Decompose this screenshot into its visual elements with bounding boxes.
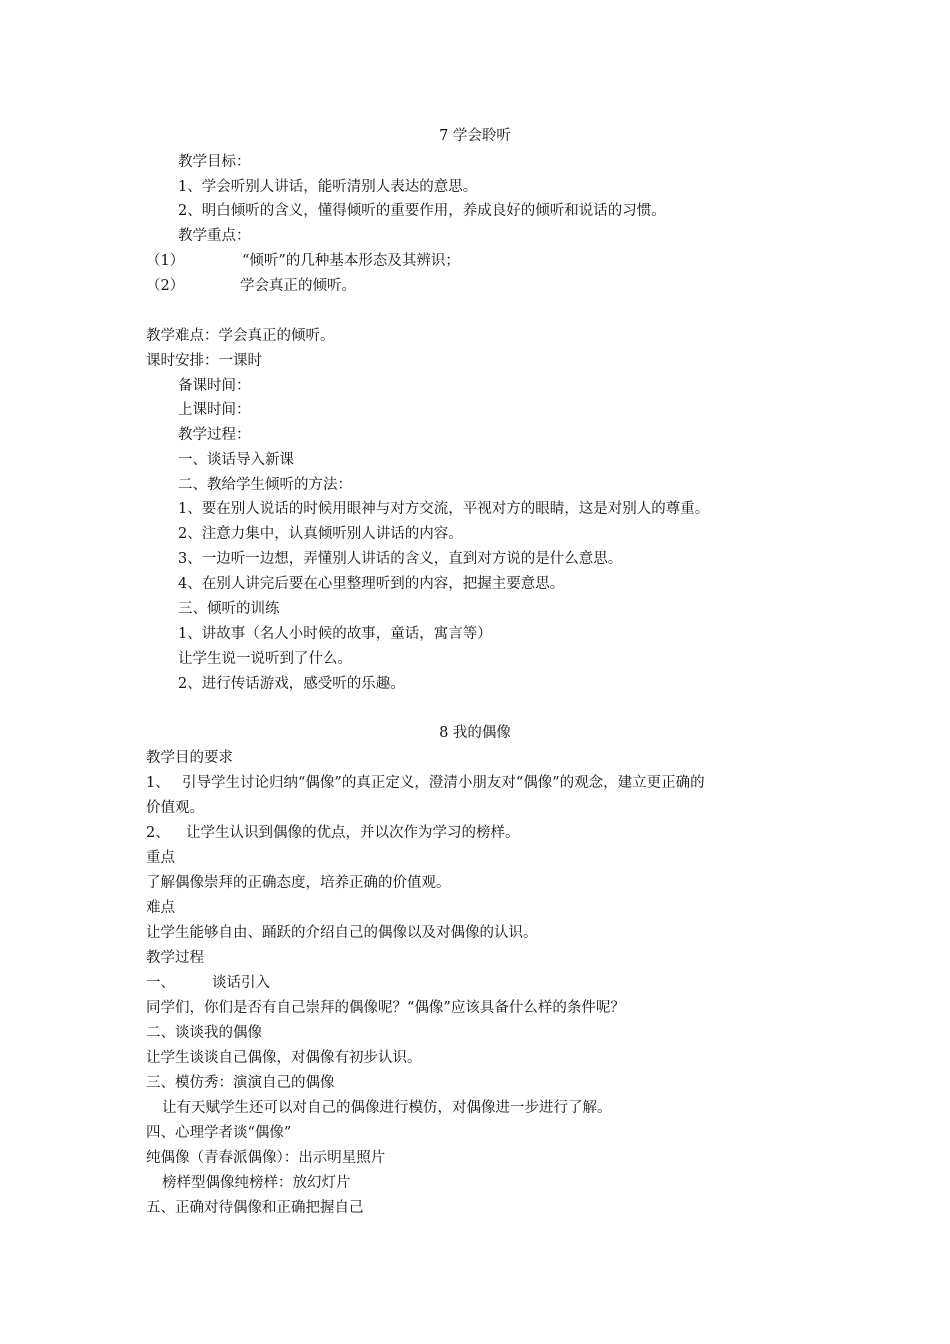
requirement-1-text: 引导学生讨论归纳“偶像”的真正定义，澄清小朋友对“偶像”的观念，建立更正确的 — [182, 775, 705, 791]
lesson7-class-time: 上课时间： — [178, 402, 251, 418]
lesson8-step-2-body: 让学生谈谈自己偶像，对偶像有初步认识。 — [146, 1050, 422, 1066]
lesson8-step-4-a: 纯偶像（青春派偶像）：出示明星照片 — [146, 1150, 386, 1166]
lesson8-requirement-1 — [146, 773, 826, 793]
key-2-number: （2） — [146, 278, 185, 294]
key-1-text: “倾听”的几种基本形态及其辨识； — [242, 253, 460, 269]
lesson7-goals-label: 教学目标： — [178, 154, 251, 170]
lesson8-step-4-b: 榜样型偶像纯榜样：放幻灯片 — [162, 1175, 351, 1191]
lesson8-difficulty-text: 让学生能够自由、踊跃的介绍自己的偶像以及对偶像的认识。 — [146, 925, 538, 941]
lesson7-prep-time: 备课时间： — [178, 378, 251, 394]
lesson8-process-label: 教学过程 — [146, 950, 204, 966]
lesson7-goal-2: 2、明白倾听的含义，懂得倾听的重要作用，养成良好的倾听和说话的习惯。 — [178, 203, 666, 219]
lesson8-step-2: 二、谈谈我的偶像 — [146, 1025, 262, 1041]
lesson8-difficulty-label: 难点 — [146, 900, 175, 916]
lesson8-step-5: 五、正确对待偶像和正确把握自己 — [146, 1200, 364, 1216]
lesson7-method-1: 1、要在别人说话的时候用眼神与对方交流，平视对方的眼睛，这是对别人的尊重。 — [178, 501, 710, 517]
lesson8-step-1 — [146, 973, 546, 993]
lesson7-key-label: 教学重点： — [178, 228, 251, 244]
requirement-2-text: 让学生认识到偶像的优点，并以次作为学习的榜样。 — [186, 825, 520, 841]
lesson8-step-1-body: 同学们，你们是否有自己崇拜的偶像呢？“偶像”应该具备什么样的条件呢？ — [146, 1000, 625, 1016]
key-1-number: （1） — [146, 253, 185, 269]
lesson8-step-3: 三、模仿秀：演演自己的偶像 — [146, 1075, 335, 1091]
lesson8-requirement-2 — [146, 823, 826, 843]
lesson8-key-label: 重点 — [146, 850, 175, 866]
lesson7-difficulty: 教学难点：学会真正的倾听。 — [146, 328, 335, 344]
lesson7-training-2: 2、进行传话游戏，感受听的乐趣。 — [178, 676, 405, 692]
lesson8-step-3-body: 让有天赋学生还可以对自己的偶像进行模仿，对偶像进一步进行了解。 — [162, 1100, 612, 1116]
requirement-2-number: 2、 — [146, 825, 170, 841]
lesson7-step-1: 一、谈话导入新课 — [178, 452, 294, 468]
requirement-1-number: 1、 — [146, 775, 170, 791]
step-1-number: 一、 — [146, 975, 175, 991]
lesson8-step-4: 四、心理学者谈“偶像” — [146, 1125, 292, 1141]
lesson7-schedule: 课时安排：一课时 — [146, 353, 262, 369]
lesson7-goal-1: 1、学会听别人讲话，能听清别人表达的意思。 — [178, 179, 478, 195]
lesson7-method-4: 4、在别人讲完后要在心里整理听到的内容，把握主要意思。 — [178, 576, 565, 592]
lesson7-training-1: 1、讲故事（名人小时候的故事，童话，寓言等） — [178, 626, 492, 642]
lesson7-training-1b: 让学生说一说听到了什么。 — [178, 651, 352, 667]
lesson7-step-3: 三、倾听的训练 — [178, 601, 280, 617]
lesson8-title: 8 我的偶像 — [439, 725, 511, 741]
lesson7-step-2: 二、教给学生倾听的方法： — [178, 477, 352, 493]
lesson7-method-3: 3、一边听一边想，弄懂别人讲话的含义，直到对方说的是什么意思。 — [178, 551, 623, 567]
lesson7-title: 7 学会聆听 — [439, 128, 511, 144]
lesson7-key-1 — [146, 251, 646, 271]
lesson8-requirements-label: 教学目的要求 — [146, 750, 233, 766]
step-1-text: 谈话引入 — [212, 975, 270, 991]
lesson8-key-text: 了解偶像崇拜的正确态度，培养正确的价值观。 — [146, 875, 451, 891]
key-2-text: 学会真正的倾听。 — [240, 278, 356, 294]
lesson7-method-2: 2、注意力集中，认真倾听别人讲话的内容。 — [178, 526, 463, 542]
lesson7-process-label: 教学过程： — [178, 427, 251, 443]
lesson8-requirement-1-cont: 价值观。 — [146, 800, 204, 816]
lesson7-key-2 — [146, 276, 646, 296]
